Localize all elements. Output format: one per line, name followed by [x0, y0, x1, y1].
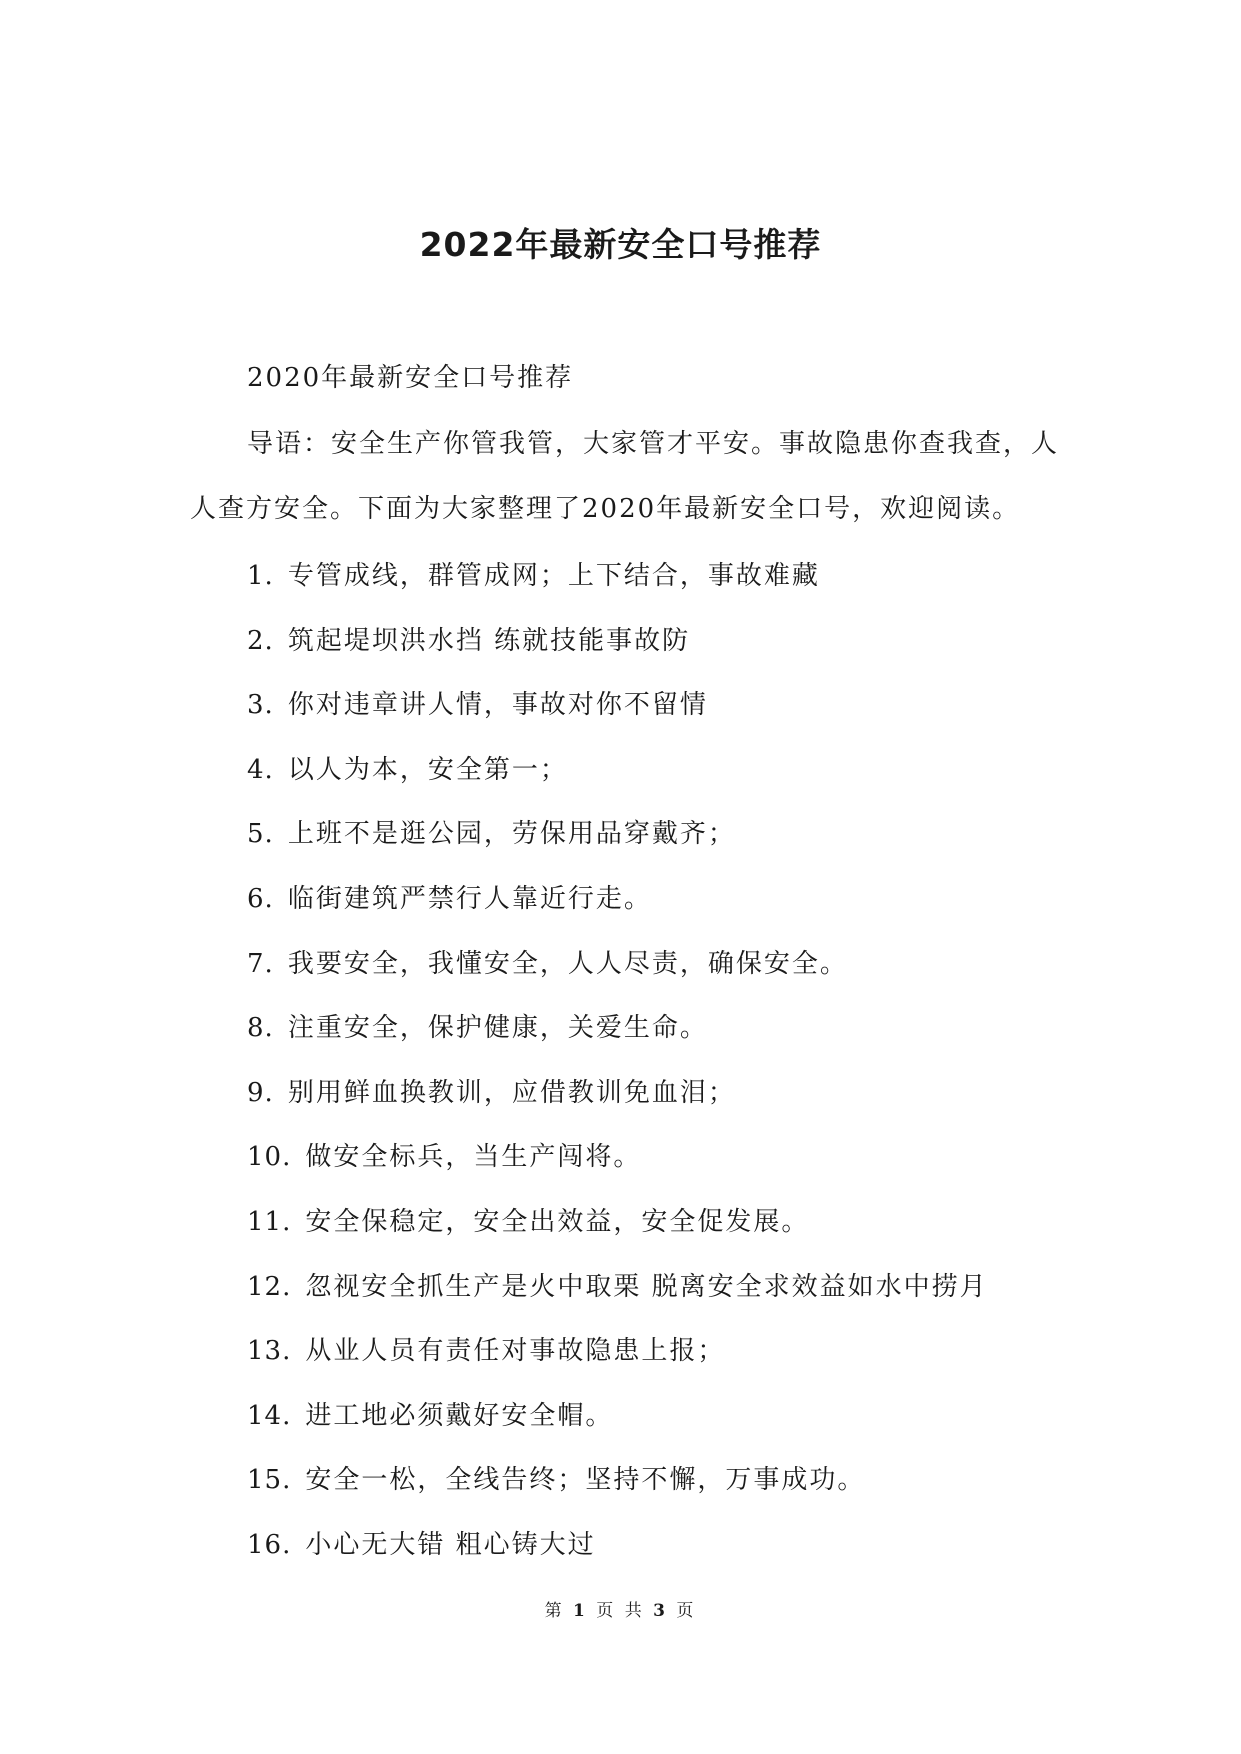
list-item-number: 7. — [247, 948, 274, 979]
footer-suffix: 页 — [676, 1601, 697, 1621]
list-item-number: 9. — [247, 1077, 274, 1108]
current-page-number: 1 — [573, 1601, 588, 1621]
list-item-text: 上班不是逛公园，劳保用品穿戴齐； — [287, 819, 736, 850]
list-item-text: 安全一松，全线告终；坚持不懈，万事成功。 — [305, 1465, 866, 1496]
list-item — [247, 1125, 1077, 1190]
list-item-text: 以人为本，安全第一； — [287, 754, 568, 785]
list-item-number: 15. — [247, 1465, 292, 1496]
list-item — [247, 1190, 1077, 1255]
list-item-text: 做安全标兵，当生产闯将。 — [305, 1142, 642, 1173]
page-title: 2022年最新安全口号推荐 — [419, 225, 822, 264]
total-pages-number: 3 — [653, 1601, 668, 1621]
list-item — [247, 996, 1077, 1061]
list-item-number: 16. — [247, 1529, 292, 1560]
list-item-number: 4. — [247, 754, 274, 785]
footer-middle: 页 共 — [596, 1601, 645, 1621]
list-item-number: 5. — [247, 819, 274, 850]
slogan-list — [247, 544, 1077, 1578]
list-item-number: 3. — [247, 690, 274, 721]
list-item-number: 11. — [247, 1206, 292, 1237]
list-item — [247, 1384, 1077, 1449]
list-item — [247, 1319, 1077, 1384]
list-item-text: 专管成线，群管成网；上下结合，事故难藏 — [287, 561, 820, 591]
list-item — [247, 802, 1077, 867]
list-item-text: 你对违章讲人情，事故对你不留情 — [287, 690, 708, 721]
list-item-text: 临街建筑严禁行人靠近行走。 — [287, 883, 652, 914]
list-item-number: 2. — [247, 625, 274, 656]
list-item — [247, 1255, 1077, 1320]
list-item — [247, 609, 1077, 674]
page-footer — [0, 1596, 1241, 1621]
list-item — [247, 544, 1077, 609]
intro-paragraph: 导语：安全生产你管我管，大家管才平安。事故隐患你查我查，人人查方安全。下面为大家整理了2020年最新安全口号，欢迎阅读。 — [190, 429, 1060, 524]
list-item — [247, 1448, 1077, 1513]
list-item-number: 8. — [247, 1013, 274, 1044]
list-item — [247, 673, 1077, 738]
list-item-text: 小心无大错 粗心铸大过 — [305, 1529, 596, 1560]
list-item-text: 安全保稳定，安全出效益，安全促发展。 — [305, 1206, 810, 1237]
list-item — [247, 932, 1077, 997]
list-item-number: 14. — [247, 1400, 292, 1431]
list-item-text: 别用鲜血换教训，应借教训免血泪； — [287, 1077, 736, 1108]
list-item-text: 我要安全，我懂安全，人人尽责，确保安全。 — [287, 948, 848, 979]
list-item — [247, 1513, 1077, 1578]
list-item-number: 1. — [247, 561, 274, 591]
list-item-number: 10. — [247, 1142, 292, 1173]
list-item-number: 6. — [247, 883, 274, 914]
list-item — [247, 738, 1077, 803]
list-item — [247, 1061, 1077, 1126]
list-item-number: 12. — [247, 1271, 292, 1302]
list-item-text: 忽视安全抓生产是火中取栗 脱离安全求效益如水中捞月 — [305, 1271, 988, 1302]
list-item — [247, 867, 1077, 932]
list-item-text: 从业人员有责任对事故隐患上报； — [305, 1336, 726, 1367]
list-item-text: 筑起堤坝洪水挡 练就技能事故防 — [287, 625, 691, 656]
list-item-text: 注重安全，保护健康，关爱生命。 — [287, 1013, 708, 1044]
list-item-number: 13. — [247, 1336, 292, 1367]
list-item-text: 进工地必须戴好安全帽。 — [305, 1400, 614, 1431]
document-subtitle: 2020年最新安全口号推荐 — [247, 363, 574, 393]
footer-prefix: 第 — [544, 1601, 565, 1621]
